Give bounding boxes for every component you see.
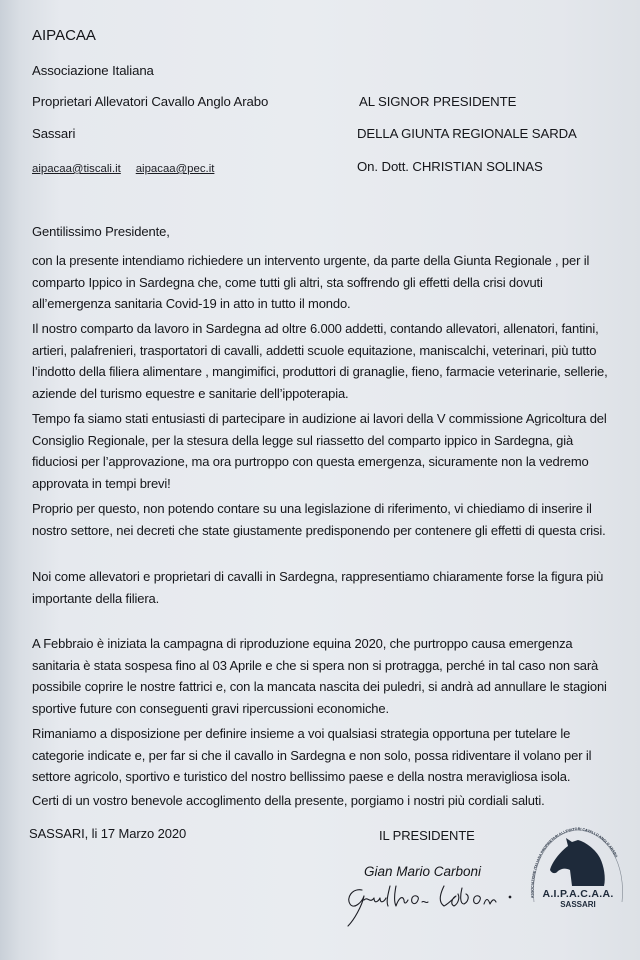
recipient-line-2: DELLA GIUNTA REGIONALE SARDA [357, 126, 577, 141]
horse-head-icon [550, 838, 605, 886]
paragraph-5: Noi come allevatori e proprietari di cavalli in Sardegna, rappresentiamo chiaramente forse la figura più importante della filiera. [32, 569, 604, 606]
paragraph-1: con la presente intendiamo richiedere un intervento urgente, da parte della Giunta Regionale , per il comparto Ippico in Sardegna che, come tutti gli altri, sta soffrendo gli effetti della crisi dovuti all’emergenza sanitaria Covid-19 in atto in tutto il mondo. [32, 253, 590, 311]
sender-emails [32, 159, 214, 177]
stamp-ring-text: ASSOCIAZIONE ITALIANA PROPRIETARI ALLEVATORI CAVALLO ANGLO ARABO [530, 826, 619, 899]
signature-title: IL PRESIDENTE [379, 828, 475, 843]
email-link-tiscali[interactable]: aipacaa@tiscali.it [32, 163, 121, 175]
handwritten-signature [340, 880, 520, 930]
paragraph-2: Il nostro comparto da lavoro in Sardegna ad oltre 6.000 addetti, contando allevatori, allenatori, fantini, artieri, palafrenieri, trasportatori di cavalli, addetti scuole equitazione, maniscalchi, veterinari, più tutto l’indotto della filiera alimentare , mangimifici, produttori di granaglie, fieno, farmacie veterinarie, sellerie, aziende del turismo equestre e sanitarie dell’ippoterapia. [32, 321, 608, 401]
sender-acronym: AIPACAA [32, 27, 96, 44]
paragraph-8: Certi di un vostro benevole accoglimento della presente, porgiamo i nostri più cordiali saluti. [32, 793, 545, 808]
email-link-pec[interactable]: aipacaa@pec.it [135, 163, 215, 175]
recipient-line-3: On. Dott. CHRISTIAN SOLINAS [357, 159, 543, 174]
paragraph-6: A Febbraio è iniziata la campagna di riproduzione equina 2020, che purtroppo causa emergenza sanitaria è stata sospesa fino al 03 Aprile e che si spera non si protragga, perché in tal caso non sarà possibile coprire le nostre fattrici e, con la mancata nascita dei puledri, si andrà ad annullare le stagioni sportive future con conseguenti gravi ripercussioni economiche. [32, 636, 607, 716]
stamp-city: SASSARI [560, 900, 596, 909]
sender-city: Sassari [32, 126, 76, 141]
recipient-line-1: AL SIGNOR PRESIDENTE [359, 94, 517, 109]
paragraph-4: Proprio per questo, non potendo contare su una legislazione di riferimento, vi chiediamo di inserire il nostro settore, nei decreti che state giustamente predisponendo per contenere gli effetti di questa crisi. [32, 501, 606, 538]
paragraph-7: Rimaniamo a disposizione per definire insieme a voi qualsiasi strategia opportuna per tutelare le categorie indicate e, per far si che il cavallo in Sardegna e non solo, possa ridiventare il volano per il settore agricolo, sportivo e turistico del nostro bellissimo paese e della nostra meravigliosa isola. [32, 726, 592, 784]
sender-association-line-2: Proprietari Allevatori Cavallo Anglo Arabo [32, 94, 269, 109]
paragraph-3: Tempo fa siamo stati entusiasti di partecipare in audizione ai lavori della V commissione Agricoltura del Consiglio Regionale, per la stesura della legge sul riassetto del comparto ippico in Sardegna, già fiduciosi per l’approvazione, ma ora purtroppo con questa emergenza, sicuramente non la vedremo approvata in tempi brevi! [32, 411, 607, 491]
place-date: SASSARI, li 17 Marzo 2020 [29, 826, 187, 841]
stamp-acronym: A.I.P.A.C.A.A. [542, 888, 614, 900]
salutation: Gentilissimo Presidente, [32, 224, 170, 239]
sender-association-line: Associazione Italiana [32, 63, 154, 78]
association-stamp [526, 824, 630, 914]
signatory-name: Gian Mario Carboni [364, 864, 482, 879]
